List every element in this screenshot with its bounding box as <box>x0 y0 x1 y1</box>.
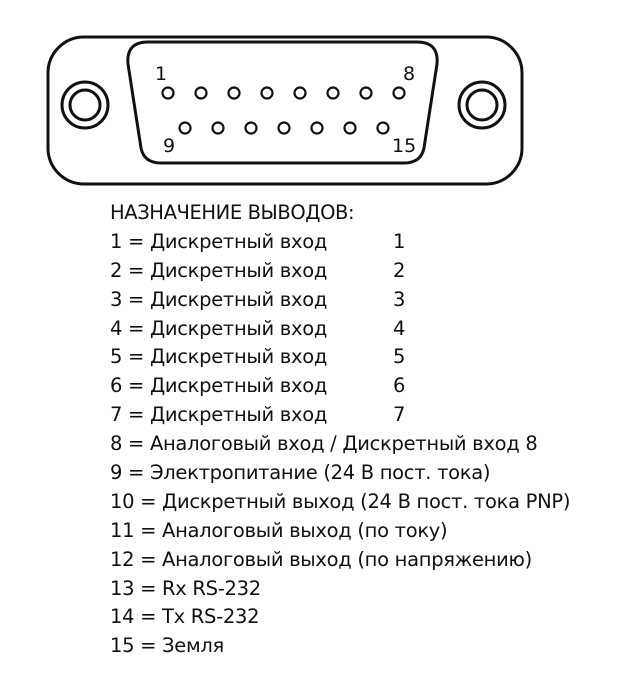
right-screw <box>459 82 505 128</box>
pin-assignment-number: 1 <box>393 229 406 253</box>
pin-assignment-number: 3 <box>393 287 406 311</box>
bottom-pin-row <box>180 123 389 134</box>
pin-12 <box>279 123 290 134</box>
pin-assignment-text: 12 = Аналоговый выход (по напряжению) <box>110 547 532 571</box>
pin-10 <box>213 123 224 134</box>
pin-assignment-text: 11 = Аналоговый выход (по току) <box>110 518 448 542</box>
pin-assignment-text: 15 = Земля <box>110 634 224 658</box>
pin-3 <box>229 88 240 99</box>
pin-1 <box>163 88 174 99</box>
pin-assignment-text: 5 = Дискретный вход <box>110 345 328 369</box>
pin-assignment-row <box>110 632 570 661</box>
pin-2 <box>196 88 207 99</box>
left-screw <box>62 82 108 128</box>
pin-13 <box>312 123 323 134</box>
pin-assignment-number: 2 <box>393 258 406 282</box>
pin-8 <box>394 88 405 99</box>
pin-assignment-row <box>110 401 570 430</box>
pin-assignment-text: 8 = Аналоговый вход / Дискретный вход 8 <box>110 432 538 456</box>
pin-assignment-number: 5 <box>393 345 406 369</box>
pin-4 <box>262 88 273 99</box>
pin-assignment-text: 3 = Дискретный вход <box>110 287 328 311</box>
pin-9 <box>180 123 191 134</box>
pinout-section <box>110 199 570 661</box>
pin-assignment-text: 10 = Дискретный выход (24 В пост. тока PNP) <box>110 489 571 513</box>
pin-9-label: 9 <box>163 135 176 157</box>
pin-5 <box>295 88 306 99</box>
pin-assignment-row <box>110 430 570 459</box>
top-pin-row <box>163 88 405 99</box>
pin-assignment-row <box>110 488 570 517</box>
pin-11 <box>246 123 257 134</box>
pin-assignment-row <box>110 286 570 315</box>
pin-assignment-row <box>110 315 570 344</box>
pin-assignment-text: 6 = Дискретный вход <box>110 374 328 398</box>
pin-assignment-text: 13 = Rx RS-232 <box>110 576 261 600</box>
pin-assignment-number: 6 <box>393 374 406 398</box>
pin-assignment-row <box>110 575 570 604</box>
pin-assignment-text: 2 = Дискретный вход <box>110 258 328 282</box>
pin-15-label: 15 <box>392 135 417 157</box>
pin-assignment-row <box>110 372 570 401</box>
pin-assignment-number: 4 <box>393 316 406 340</box>
pin-assignment-row <box>110 603 570 632</box>
pinout-title: НАЗНАЧЕНИЕ ВЫВОДОВ: <box>110 201 355 224</box>
pin-assignment-text: 9 = Электропитание (24 В пост. тока) <box>110 461 491 485</box>
pin-assignment-row <box>110 517 570 546</box>
pin-assignment-row <box>110 546 570 575</box>
pin-assignment-row <box>110 257 570 286</box>
pin-7 <box>361 88 372 99</box>
pin-assignment-text: 7 = Дискретный вход <box>110 403 328 427</box>
pin-8-label: 8 <box>403 63 416 85</box>
pin-assignment-text: 4 = Дискретный вход <box>110 316 328 340</box>
pin-14 <box>345 123 356 134</box>
pin-15 <box>378 123 389 134</box>
pin-list <box>110 228 570 661</box>
pin-assignment-number: 7 <box>393 403 406 427</box>
pin-6 <box>328 88 339 99</box>
pin-assignment-row <box>110 343 570 372</box>
pin-assignment-row <box>110 228 570 257</box>
pin-1-label: 1 <box>155 63 168 85</box>
pin-assignment-row <box>110 459 570 488</box>
db15-connector-diagram <box>0 0 640 195</box>
pin-assignment-text: 1 = Дискретный вход <box>110 229 328 253</box>
pin-assignment-text: 14 = Tx RS-232 <box>110 605 260 629</box>
